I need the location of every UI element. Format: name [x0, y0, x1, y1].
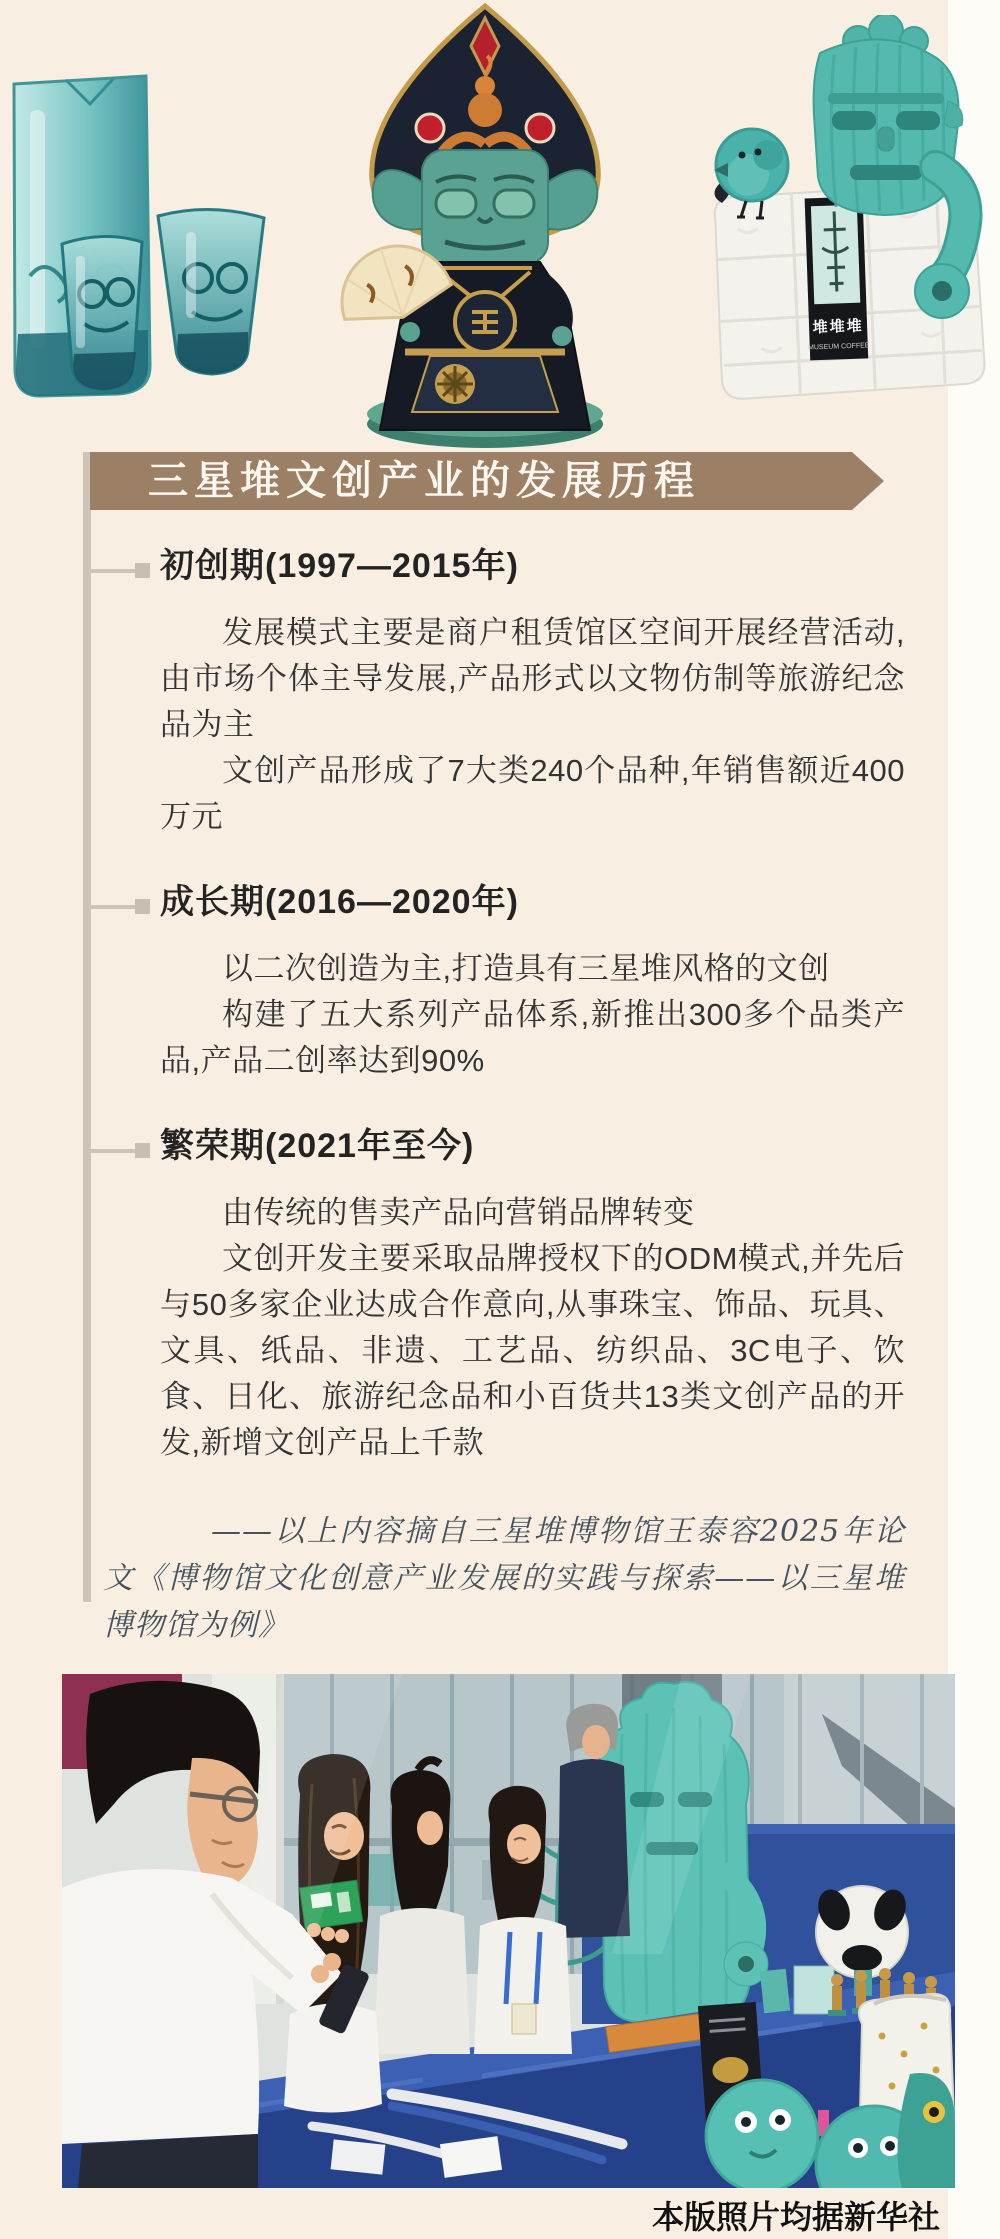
section-paragraph: 文创开发主要采取品牌授权下的ODM模式,并先后与50多家企业达成合作意向,从事珠宝、饰品、玩具、文具、纸品、非遗、工艺品、纺织品、3C电子、饮食、日化、旅游纪念品和小百货共13类文创产品的开发,新增文创产品上千款: [160, 1241, 905, 1460]
banner-title: 三星堆文创产业的发展历程: [148, 459, 700, 503]
photo-glass-cups: [0, 66, 300, 414]
section-heading: 繁荣期(2021年至今): [160, 1127, 475, 1165]
section-bullet: [135, 563, 150, 578]
photo-market-scene: [62, 1674, 955, 2188]
banner-arrow: [852, 452, 884, 510]
section-heading: 初创期(1997—2015年): [160, 547, 519, 585]
section-paragraph: 由传统的售卖产品向营销品牌转变: [222, 1195, 695, 1230]
section-paragraph: 发展模式主要是商户租赁馆区空间开展经营活动,由市场个体主导发展,产品形式以文物仿制等旅游纪念品为主: [160, 615, 905, 742]
photo-credit: 本版照片均据新华社: [651, 2199, 940, 2235]
section-paragraph: 以二次创造为主,打造具有三星堆风格的文创: [222, 951, 830, 986]
section-connector: [91, 1143, 160, 1158]
section-paragraph: 文创产品形成了7大类240个品种,年销售额近400万元: [160, 753, 905, 834]
title-banner: [90, 452, 852, 510]
section-heading: 成长期(2016—2020年): [160, 883, 519, 921]
photo-knitted-plush: [700, 15, 995, 405]
timeline-section-boom: [160, 1126, 905, 1466]
section-connector: [91, 563, 160, 578]
section-bullet: [135, 1143, 150, 1158]
timeline-section-early: [160, 546, 905, 840]
bag-label-cn: 堆堆堆: [812, 317, 864, 337]
section-connector: [91, 899, 160, 914]
timeline-axis: [83, 452, 91, 1602]
source-attribution: ——以上内容摘自三星堆博物馆王泰容2025年论文《博物馆文化创意产业发展的实践与探索——以三星堆博物馆为例》: [103, 1514, 905, 1643]
section-bullet: [135, 899, 150, 914]
bag-label-en: MUSEUM COFFEE: [807, 342, 870, 352]
photo-mask-figurine: [310, 0, 660, 450]
section-paragraph: 构建了五大系列产品体系,新推出300多个品类产品,产品二创率达到90%: [160, 997, 905, 1078]
timeline-section-growth: [160, 882, 905, 1084]
